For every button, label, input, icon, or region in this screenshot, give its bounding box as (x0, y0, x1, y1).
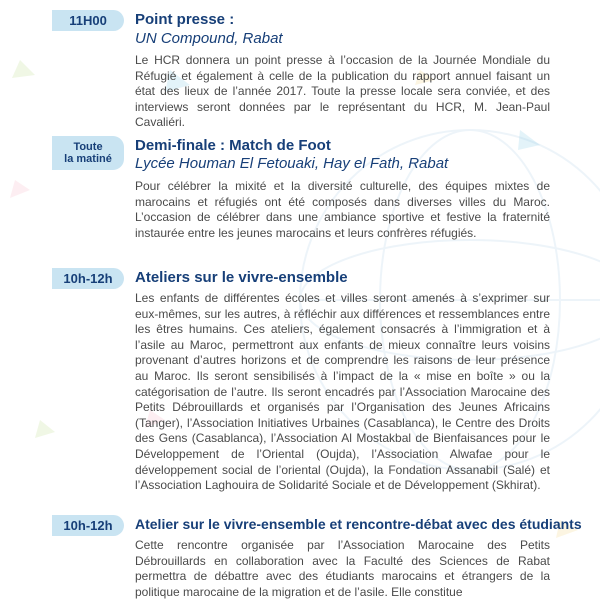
event-location: Lycée Houman El Fetouaki, Hay el Fath, Rabat (135, 155, 449, 172)
time-badge-line-2: la matiné (64, 153, 112, 165)
event-description: Les enfants de différentes écoles et villes seront amenés à s’exprimer sur eux-mêmes, sur les autres, à réfléchir aux différences et ressemblances entre les êtres humains. Ces ateliers, également consacrés à l’immigration et à l’asile au Maroc, permettront aux enfants de mieux connaître leurs voisins provenant d’autres horizons et de comprendre les raisons de leur présence au Maroc. Ils seront sensibilisés à l’impact de la « mise en boîte » ou la catégorisation de l’autre. Ils seront encadrés par l’Association Marocaine des Petits Débrouillards et organisés par l’Organisation des Jeunes Africains (Tanger), l’Association Initiatives Urbaines (Casablanca), le Centre des Droits des Gens (Casablanca), l’Association Al Mostakbal de Bienfaisances pour le Développement de l’Oriental (Oujda), l’Association Alwafae pour le développement social de l’oriental (Oujda), la Fondation Assanabil (Salé) et l’Association Laghouira de Solidarité Sociale et de Développement (Skhirat). (135, 291, 550, 493)
event-title: Demi-finale : Match de Foot (135, 137, 331, 154)
event-description: Pour célébrer la mixité et la diversité culturelle, des équipes mixtes de marocains et réfugiés ont été composés dans diverses villes du Maroc. L’occasion de célébrer dans une ambiance sportive et festive la fraternité instaurée entre les jeunes marocains et leurs confrères réfugiés. (135, 179, 550, 240)
event-location: UN Compound, Rabat (135, 30, 283, 47)
time-badge: 10h-12h (52, 268, 124, 289)
time-badge: 11H00 (52, 10, 124, 31)
time-badge-line-1: Toute (73, 141, 103, 153)
event-title: Ateliers sur le vivre-ensemble (135, 269, 348, 286)
event-title: Point presse : (135, 11, 235, 28)
time-badge (52, 136, 124, 170)
time-badge: 10h-12h (52, 515, 124, 536)
event-title: Atelier sur le vivre-ensemble et rencontre-débat avec des étudiants (135, 516, 582, 532)
event-description: Le HCR donnera un point presse à l’occasion de la Journée Mondiale du Réfugié et également à celle de la publication du rapport annuel faisant un état des lieux de l’année 2017. Toute la presse locale sera conviée, et des interviews seront données par le représentant du HCR, M. Jean-Paul Cavaliéri. (135, 53, 550, 130)
event-description: Cette rencontre organisée par l’Association Marocaine des Petits Débrouillards en collaboration avec la Faculté des Sciences de Rabat permettra de débattre avec des étudiants marocains et étrangers de la politique marocaine de la migration et de l’asile. Elle constitue (135, 538, 550, 599)
